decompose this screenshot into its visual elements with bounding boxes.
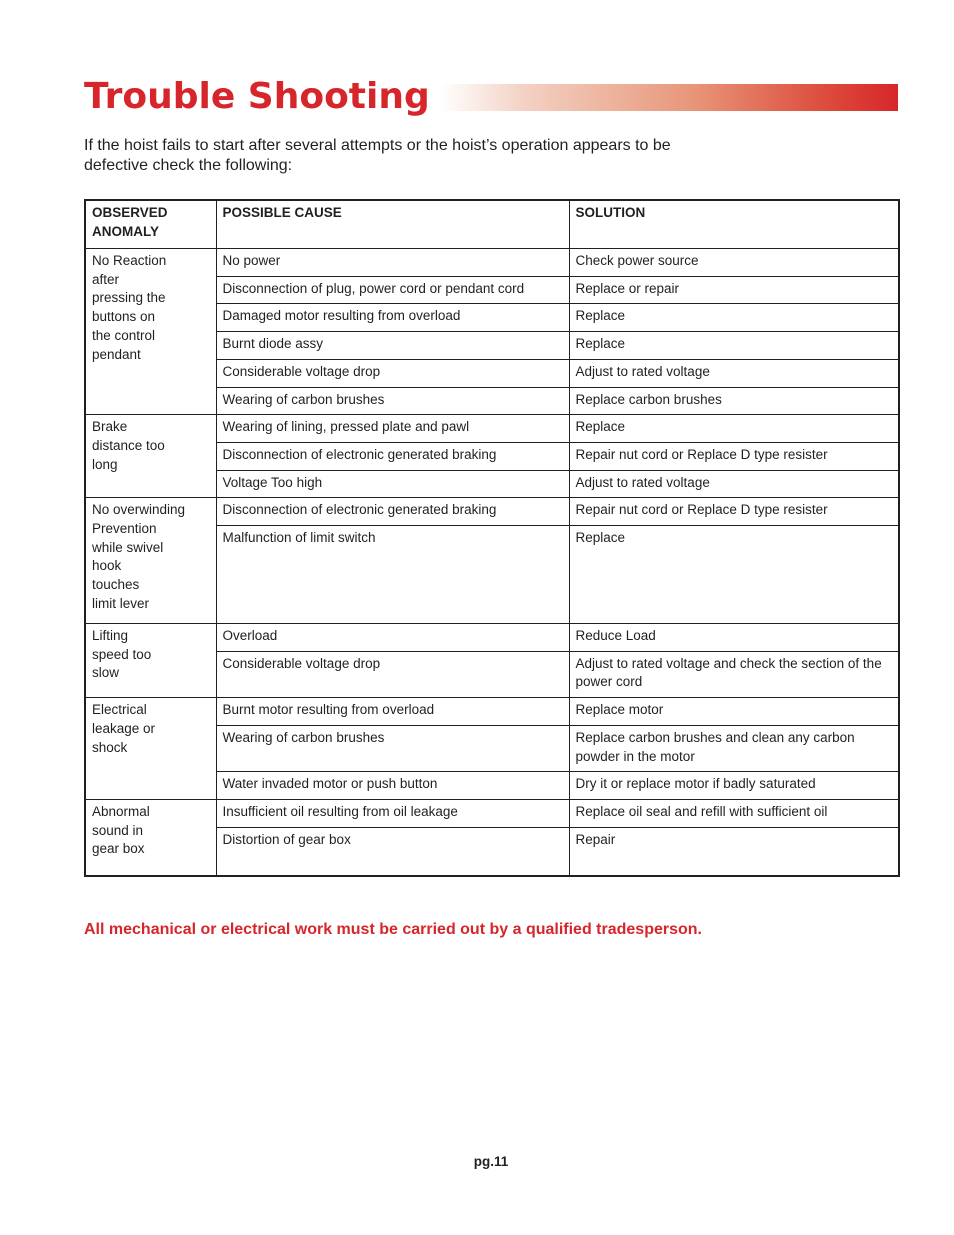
- anomaly-cell: No Reaction after pressing the buttons on the control pendant: [85, 249, 216, 415]
- solution-cell: Check power source: [569, 249, 899, 277]
- solution-cell: Adjust to rated voltage: [569, 470, 899, 498]
- cause-cell: Wearing of carbon brushes: [216, 387, 569, 415]
- troubleshooting-table: [84, 199, 900, 877]
- table-row: [85, 799, 899, 827]
- anomaly-cell: Electrical leakage or shock: [85, 698, 216, 800]
- page-number: pg.11: [473, 1154, 509, 1169]
- solution-cell: Replace carbon brushes: [569, 387, 899, 415]
- solution-cell: Repair: [569, 827, 899, 876]
- title-gradient-bar: [440, 84, 898, 111]
- cause-cell: Disconnection of electronic generated braking: [216, 442, 569, 470]
- cause-cell: Wearing of lining, pressed plate and pawl: [216, 415, 569, 443]
- solution-cell: Replace: [569, 415, 899, 443]
- cause-cell: Disconnection of plug, power cord or pendant cord: [216, 276, 569, 304]
- cause-cell: Wearing of carbon brushes: [216, 725, 569, 771]
- solution-cell: Repair nut cord or Replace D type resister: [569, 442, 899, 470]
- cause-cell: Considerable voltage drop: [216, 651, 569, 697]
- anomaly-cell: Brake distance too long: [85, 415, 216, 498]
- cause-cell: Voltage Too high: [216, 470, 569, 498]
- intro-text: If the hoist fails to start after several attempts or the hoist’s operation appears to be defective check the following:: [84, 137, 671, 174]
- table-header-row: [85, 200, 899, 249]
- solution-cell: Adjust to rated voltage and check the section of the power cord: [569, 651, 899, 697]
- solution-cell: Replace oil seal and refill with sufficient oil: [569, 799, 899, 827]
- cause-cell: Considerable voltage drop: [216, 359, 569, 387]
- cause-cell: No power: [216, 249, 569, 277]
- table-row: [85, 624, 899, 652]
- solution-cell: Replace carbon brushes and clean any carbon powder in the motor: [569, 725, 899, 771]
- cause-cell: Burnt motor resulting from overload: [216, 698, 569, 726]
- table-row: [85, 249, 899, 277]
- cause-cell: Insufficient oil resulting from oil leakage: [216, 799, 569, 827]
- anomaly-cell: No overwinding Prevention while swivel hook touches limit lever: [85, 498, 216, 624]
- cause-cell: Disconnection of electronic generated braking: [216, 498, 569, 526]
- header-possible-cause: POSSIBLE CAUSE: [216, 200, 569, 249]
- solution-cell: Replace or repair: [569, 276, 899, 304]
- cause-cell: Distortion of gear box: [216, 827, 569, 876]
- header-solution: SOLUTION: [569, 200, 899, 249]
- table-row: [85, 498, 899, 526]
- solution-cell: Replace: [569, 526, 899, 624]
- cause-cell: Malfunction of limit switch: [216, 526, 569, 624]
- solution-cell: Dry it or replace motor if badly saturated: [569, 772, 899, 800]
- header-observed-anomaly: OBSERVED ANOMALY: [85, 200, 216, 249]
- solution-cell: Replace motor: [569, 698, 899, 726]
- solution-cell: Reduce Load: [569, 624, 899, 652]
- solution-cell: Repair nut cord or Replace D type resister: [569, 498, 899, 526]
- safety-warning: All mechanical or electrical work must be carried out by a qualified tradesperson.: [84, 921, 702, 938]
- page-title: Trouble Shooting: [84, 76, 430, 117]
- cause-cell: Overload: [216, 624, 569, 652]
- anomaly-cell: Lifting speed too slow: [85, 624, 216, 698]
- cause-cell: Burnt diode assy: [216, 332, 569, 360]
- table-row: [85, 698, 899, 726]
- solution-cell: Replace: [569, 304, 899, 332]
- solution-cell: Replace: [569, 332, 899, 360]
- cause-cell: Water invaded motor or push button: [216, 772, 569, 800]
- anomaly-cell: Abnormal sound in gear box: [85, 799, 216, 875]
- cause-cell: Damaged motor resulting from overload: [216, 304, 569, 332]
- solution-cell: Adjust to rated voltage: [569, 359, 899, 387]
- table-row: [85, 415, 899, 443]
